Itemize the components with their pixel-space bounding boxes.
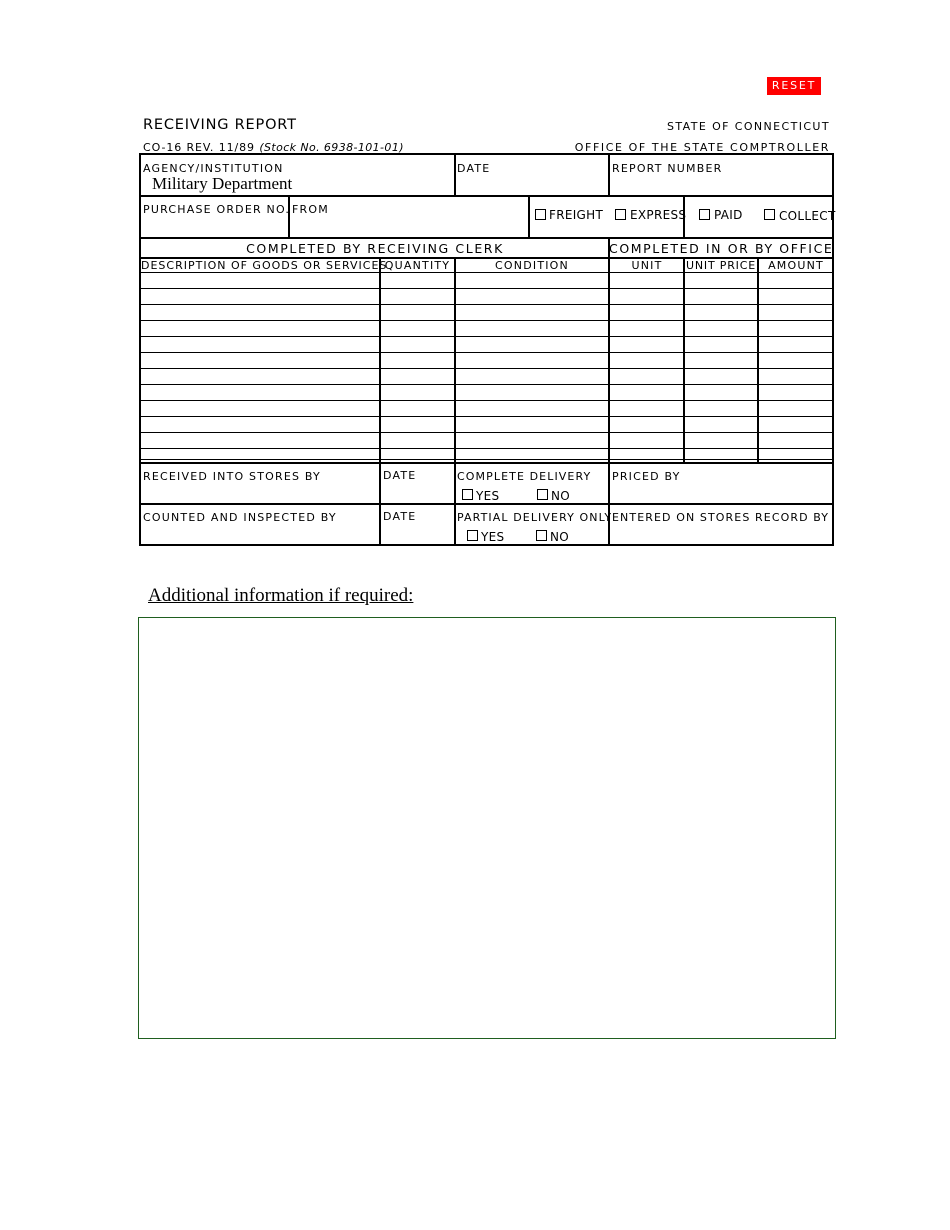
- additional-info-label: Additional information if required:: [148, 585, 414, 606]
- state-name: STATE OF CONNECTICUT: [666, 120, 830, 133]
- collect-checkbox[interactable]: [764, 209, 775, 220]
- partial-delivery-label: PARTIAL DELIVERY ONLY: [457, 511, 613, 524]
- form-title: RECEIVING REPORT: [143, 117, 297, 133]
- purchase-order-label: PURCHASE ORDER NO.: [143, 203, 291, 216]
- agency-label: AGENCY/INSTITUTION: [143, 162, 284, 175]
- counted-inspected-field[interactable]: [141, 505, 379, 544]
- form-rev-text: CO-16 REV. 11/89: [143, 141, 255, 154]
- date-label: DATE: [457, 162, 491, 175]
- counted-date-label: DATE: [383, 510, 417, 523]
- collect-label: COLLECT: [779, 209, 836, 223]
- freight-label: FREIGHT: [549, 208, 604, 222]
- agency-value: Military Department: [152, 174, 293, 193]
- received-date-label: DATE: [383, 469, 417, 482]
- row-line: [139, 459, 834, 460]
- from-label: FROM: [292, 203, 329, 216]
- row-line: [139, 272, 834, 273]
- paid-checkbox[interactable]: [699, 209, 710, 220]
- reset-button[interactable]: RESET: [767, 77, 821, 95]
- complete-no-checkbox[interactable]: [537, 489, 548, 500]
- row-line: [139, 288, 834, 289]
- col-quantity: QUANTITY: [384, 259, 451, 272]
- row-line: [139, 352, 834, 353]
- partial-yes-checkbox[interactable]: [467, 530, 478, 541]
- row-line: [139, 304, 834, 305]
- counted-label: COUNTED AND INSPECTED BY: [143, 511, 337, 524]
- col-unit-price: UNIT PRICE: [686, 259, 756, 272]
- entered-stores-record-field[interactable]: [610, 505, 832, 544]
- counted-date-field[interactable]: [381, 505, 454, 544]
- stock-number: (Stock No. 6938-101-01): [259, 141, 404, 154]
- paid-label: PAID: [714, 208, 743, 222]
- office-name: OFFICE OF THE STATE COMPTROLLER: [574, 141, 830, 154]
- row-line: [139, 336, 834, 337]
- priced-by-field[interactable]: [610, 464, 832, 503]
- partial-no-checkbox[interactable]: [536, 530, 547, 541]
- received-label: RECEIVED INTO STORES BY: [143, 470, 321, 483]
- col-amount: AMOUNT: [768, 259, 824, 272]
- row-line: [139, 400, 834, 401]
- express-label: EXPRESS: [630, 208, 687, 222]
- priced-by-label: PRICED BY: [612, 470, 681, 483]
- row-line: [139, 320, 834, 321]
- express-checkbox[interactable]: [615, 209, 626, 220]
- section-receiving-clerk: COMPLETED BY RECEIVING CLERK: [246, 241, 504, 256]
- col-condition: CONDITION: [495, 259, 569, 272]
- complete-delivery-label: COMPLETE DELIVERY: [457, 470, 592, 483]
- report-number-label: REPORT NUMBER: [612, 162, 723, 175]
- section-office: COMPLETED IN OR BY OFFICE: [609, 241, 834, 256]
- divider: [528, 195, 530, 238]
- received-date-field[interactable]: [381, 464, 454, 503]
- row-line: [139, 384, 834, 385]
- col-description: DESCRIPTION OF GOODS OR SERVICES: [141, 259, 388, 272]
- row-line: [139, 448, 834, 449]
- date-field[interactable]: [456, 155, 607, 195]
- entered-label: ENTERED ON STORES RECORD BY: [612, 511, 830, 524]
- purchase-order-field[interactable]: [141, 197, 291, 237]
- from-field[interactable]: [290, 197, 527, 237]
- col-unit: UNIT: [631, 259, 663, 272]
- received-into-stores-field[interactable]: [141, 464, 379, 503]
- additional-info-textarea[interactable]: [138, 617, 836, 1039]
- partial-no-label: NO: [550, 530, 570, 544]
- complete-no-label: NO: [551, 489, 571, 503]
- complete-yes-label: YES: [476, 489, 500, 503]
- row-line: [139, 368, 834, 369]
- partial-yes-label: YES: [481, 530, 505, 544]
- report-number-field[interactable]: [610, 155, 832, 195]
- row-line: [139, 432, 834, 433]
- divider: [454, 462, 456, 546]
- freight-checkbox[interactable]: [535, 209, 546, 220]
- row-line: [139, 416, 834, 417]
- agency-field[interactable]: [141, 155, 453, 195]
- complete-yes-checkbox[interactable]: [462, 489, 473, 500]
